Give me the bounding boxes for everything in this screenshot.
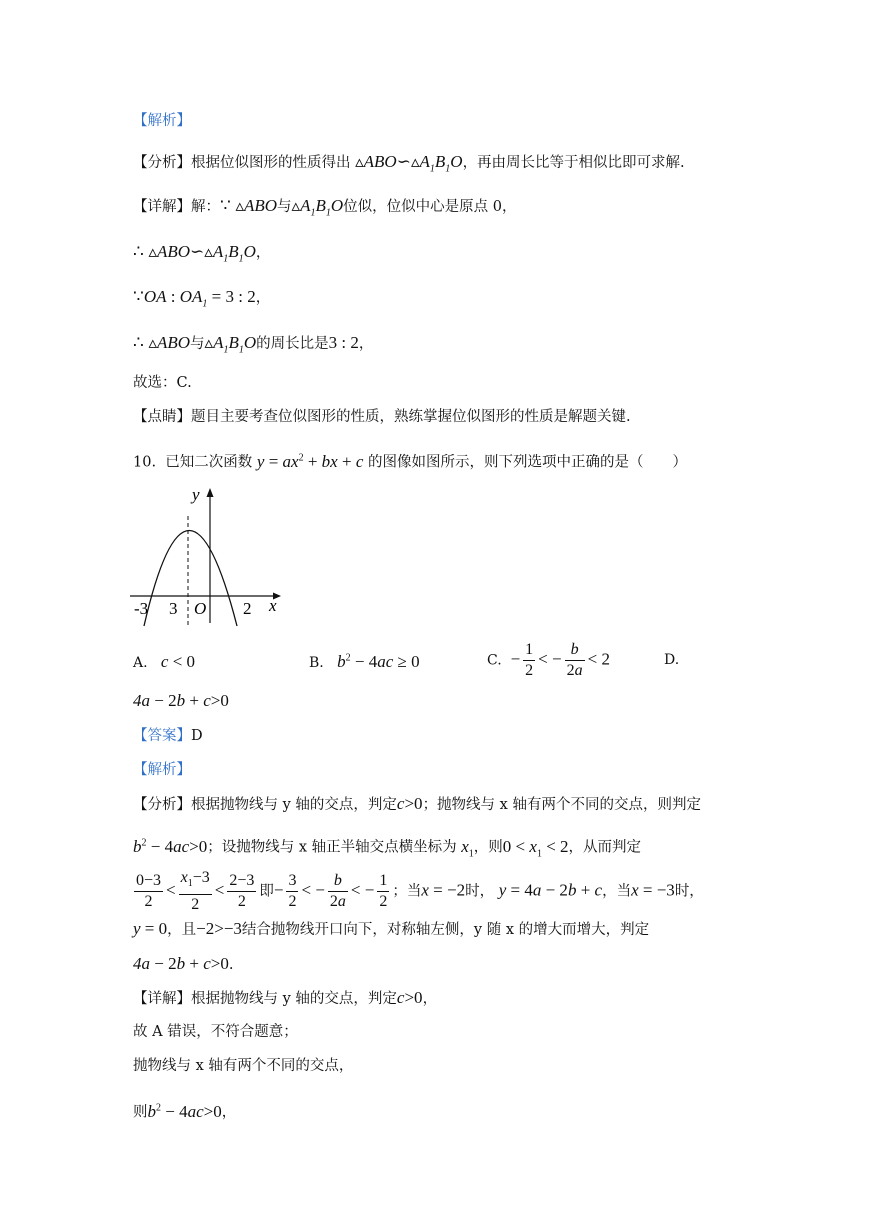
y-axis-label: y — [192, 485, 200, 504]
detail-line-1: 【详解】解：∵ ▵ABO与$▵A_1B_1O$位似，位似中心是原点 0， — [133, 196, 517, 219]
origin-label: O — [194, 599, 207, 618]
option-b[interactable]: B. $b^2 - 4ac \ge 0$ — [309, 652, 420, 671]
detail2-line-4: 则$b^2 - 4ac>0$， — [133, 1101, 237, 1121]
question-number: 10. — [133, 454, 157, 471]
perimeter-ratio-line: ∴ ▵ABO与$▵A_1B_1O$的周长比是3 : 2， — [133, 333, 374, 356]
tick-label-minus-3: -3 — [134, 599, 149, 618]
therefore-similar-line: ∴ $▵ABO∽▵A_1B_1O$， — [133, 242, 271, 265]
analysis-tag: 【分析】 — [133, 155, 191, 171]
parabola-graph — [125, 478, 295, 628]
detail2-tag: 【详解】 — [133, 991, 191, 1007]
detail2-line-2: 故 A 错误，不符合题意； — [133, 1024, 298, 1040]
dianjing-tag: 【点睛】 — [133, 409, 191, 425]
answer-tag: 【答案】 — [133, 728, 191, 744]
answer-line — [133, 725, 203, 747]
detail-tag: 【详解】 — [133, 199, 191, 215]
x-axis-label: x — [269, 596, 277, 615]
analysis2-line-1: 【分析】根据抛物线与 y 轴的交点，判定c>0；抛物线与 x 轴有两个不同的交点，则判定 — [133, 794, 701, 813]
choose-line: 故选：C. — [133, 375, 192, 391]
section-heading-analysis: 【解析】 — [133, 113, 191, 129]
analysis2-line-3: $\frac{0-3}{2}$ < $\frac{x_1-3}{2}$ < $\frac{2-3}{2}$ 即− $\frac{3}{2}$ < − $\frac{b}{2a}$ < − $\frac{1}{2}$ ；当x = −2时， y = 4a − 2b + c，当x = −3时， — [136, 869, 704, 914]
detail2-line-3: 抛物线与 x 轴有两个不同的交点， — [133, 1058, 354, 1074]
ratio-line: ∵OA : $OA_1 = 3$ : 2， — [133, 287, 271, 310]
quadratic-formula: $y = ax^2$ + bx + c — [256, 451, 364, 471]
similar-formula: $▵ABO∽▵A_1B_1O$ — [355, 152, 463, 175]
analysis2-line-2: $b^2 - 4ac>0$；设抛物线与 x 轴正半轴交点横坐标为 $x_1$，则$0 < x_1 < 2$，从而判定 — [133, 836, 642, 860]
question-10: 10. 已知二次函数 $y = ax^2$ + bx + c 的图像如图所示，则下列选项中正确的是（ ） — [133, 451, 687, 471]
option-a[interactable]: A. c < 0 — [133, 652, 196, 671]
detail2-line-1: 【详解】根据抛物线与 y 轴的交点，判定c>0， — [133, 988, 438, 1007]
analysis2-line-4: y = 0，且−2>−3结合抛物线开口向下，对称轴左侧，y 随 x 的增大而增大，判定 — [133, 919, 650, 938]
section-heading-analysis-2: 【解析】 — [133, 762, 191, 778]
dianjing-line: 【点睛】题目主要考查位似图形的性质，熟练掌握位似图形的性质是解题关键. — [133, 409, 631, 425]
option-d[interactable]: D. — [664, 652, 680, 668]
analysis2-tag: 【分析】 — [133, 797, 191, 813]
parabola-curve — [144, 531, 237, 627]
analysis2-line-5: 4a − 2b + c>0. — [133, 954, 234, 973]
tick-label-2: 2 — [243, 599, 252, 618]
y-axis-arrow — [207, 488, 214, 497]
option-c[interactable]: C. − $\frac{1}{2}$ < − $\frac{b}{2a}$ < 2 — [487, 641, 610, 679]
tick-label-3: 3 — [169, 599, 178, 618]
answer-value: D — [191, 728, 203, 744]
analysis-line: 【分析】根据位似图形的性质得出 $▵ABO∽▵A_1B_1O$，再由周长比等于相似比即可求解. — [133, 152, 685, 175]
option-d-formula: 4a − 2b + c>0 — [133, 691, 229, 710]
